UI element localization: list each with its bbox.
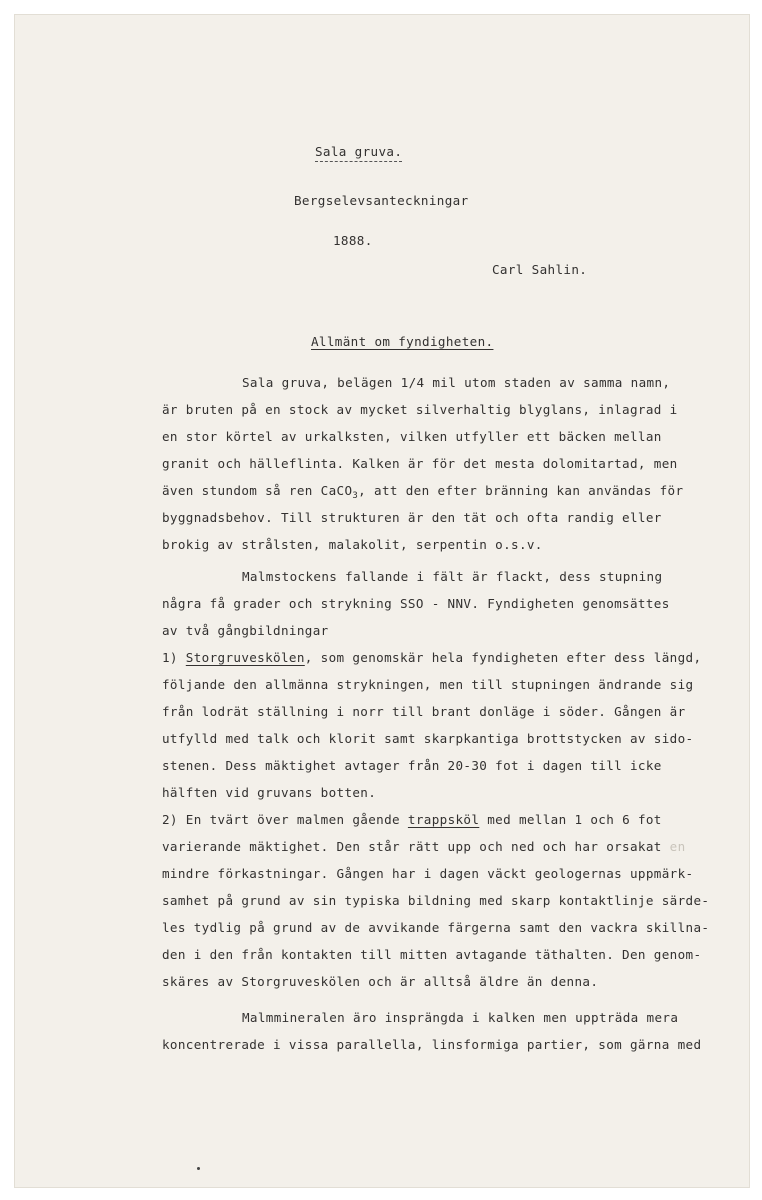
text-line: varierande mäktighet. Den står rätt upp och ned och har orsakat en [162,839,686,854]
section-heading: Allmänt om fyndigheten. [311,334,494,349]
text-line: några få grader och strykning SSO - NNV. Fyndigheten genomsättes [162,596,670,611]
document-year: 1888. [333,233,373,248]
text-line: Sala gruva, belägen 1/4 mil utom staden av samma namn, [242,375,671,390]
text-line: följande den allmänna strykningen, men till stupningen ändrande sig [162,677,694,692]
text-line: brokig av strålsten, malakolit, serpentin o.s.v. [162,537,543,552]
text-line: av två gångbildningar [162,623,329,638]
text-line: Malmstockens fallande i fält är flackt, dess stupning [242,569,663,584]
text-line: även stundom så ren CaCO$_3$, att den efter bränning kan användas för [162,483,684,501]
text-line: är bruten på en stock av mycket silverhaltig blyglans, inlagrad i [162,402,678,417]
text-line: Malmmineralen äro insprängda i kalken men uppträda mera [242,1010,679,1025]
text-line: stenen. Dess mäktighet avtager från 20-30 fot i dagen till icke [162,758,662,773]
text-line: utfylld med talk och klorit samt skarpkantiga brottstycken av sido- [162,731,694,746]
text-line: 1) Storgruveskölen, som genomskär hela fyndigheten efter dess längd, [162,650,702,665]
text-line: hälften vid gruvans botten. [162,785,377,800]
text-line: en stor körtel av urkalksten, vilken utfyller ett bäcken mellan [162,429,662,444]
text-line: från lodrät ställning i norr till brant donläge i söder. Gången är [162,704,686,719]
document-page [14,14,750,1188]
text-line: skäres av Storgruveskölen och är alltså äldre än denna. [162,974,599,989]
text-line: koncentrerade i vissa parallella, linsformiga partier, som gärna med [162,1037,702,1052]
page-speck [197,1167,200,1170]
subscript: 3 [352,491,359,501]
document-author: Carl Sahlin. [492,262,588,277]
text-line: byggnadsbehov. Till strukturen är den tät och ofta randig eller [162,510,662,525]
document-title: Sala gruva. [315,144,402,159]
text-line: den i den från kontakten till mitten avtagande täthalten. Den genom- [162,947,702,962]
text-line: les tydlig på grund av de avvikande färgerna samt den vackra skillna- [162,920,710,935]
document-subtitle: Bergselevsanteckningar [294,193,469,208]
underlined-term: Storgruveskölen [185,650,305,665]
text-line: samhet på grund av sin typiska bildning med skarp kontaktlinje särde- [162,893,710,908]
text-line: 2) En tvärt över malmen gående trappsköl med mellan 1 och 6 fot [162,812,662,827]
underlined-term: trappsköl [407,812,480,827]
faint-text: en [669,839,686,854]
text-line: granit och hälleflinta. Kalken är för det mesta dolomitartad, men [162,456,678,471]
text-line: mindre förkastningar. Gången har i dagen väckt geologernas uppmärk- [162,866,694,881]
